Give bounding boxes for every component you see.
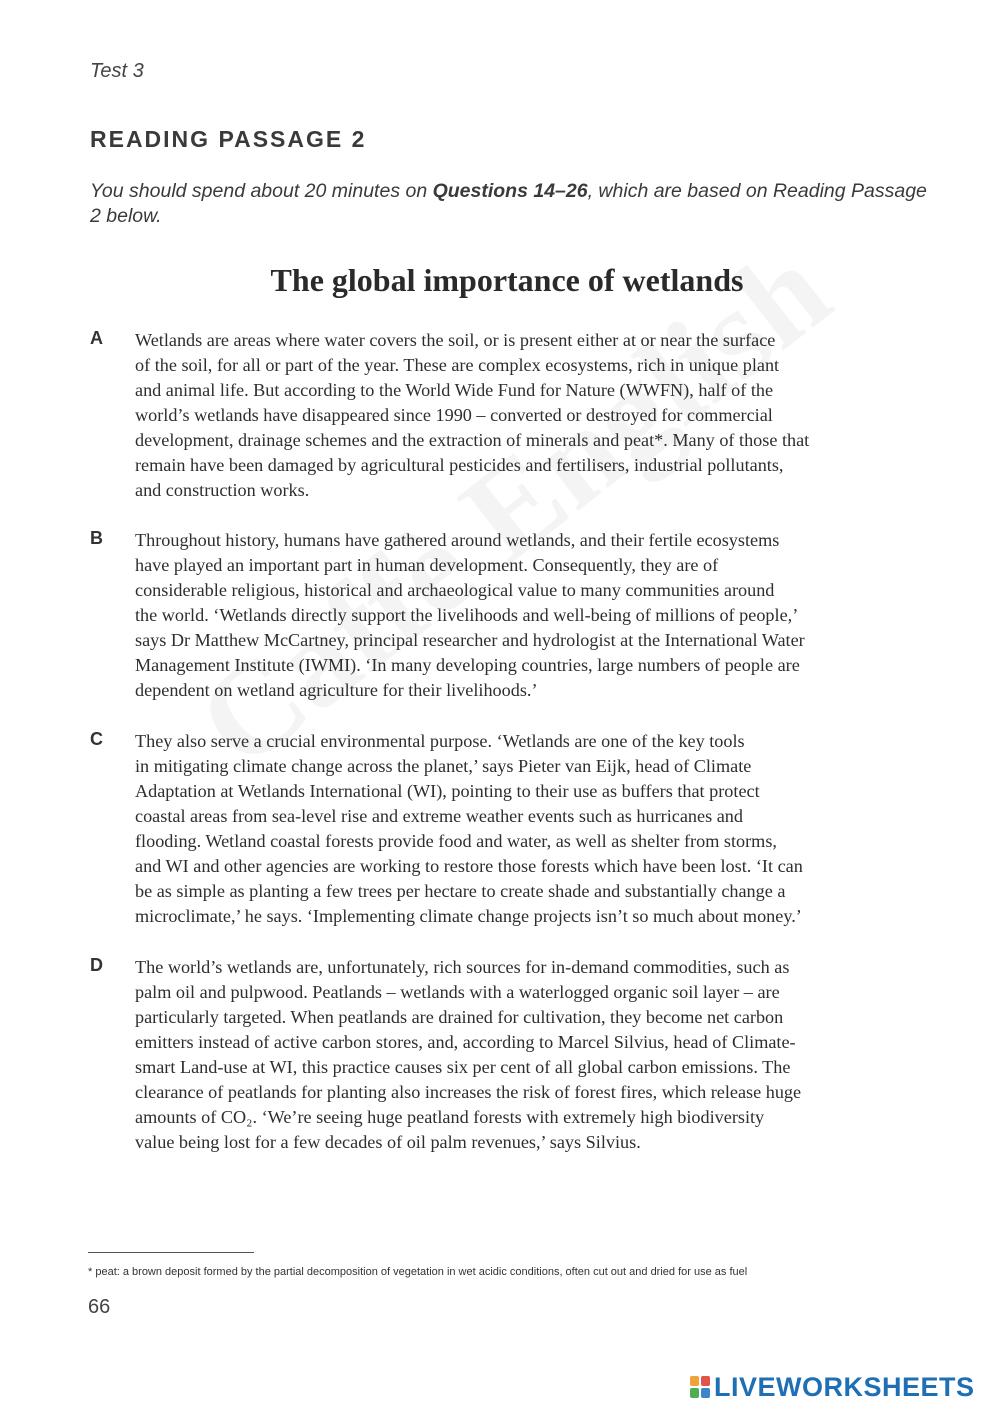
instructions-pre: You should spend about 20 minutes on: [90, 180, 433, 202]
instructions-questions: Questions 14–26: [432, 180, 588, 202]
paragraph-line: development, drainage schemes and the extraction of minerals and peat*. Many of those that: [135, 430, 810, 450]
paragraph-line: amounts of CO₂. ‘We’re seeing huge peatland forests with extremely high biodiversity: [135, 1107, 765, 1127]
paragraph-line: says Dr Matthew McCartney, principal researcher and hydrologist at the International Water: [135, 630, 805, 650]
paragraph-line: Throughout history, humans have gathered around wetlands, and their fertile ecosystems: [135, 530, 780, 550]
paragraph-line: be as simple as planting a few trees per hectare to create shade and substantially change a: [135, 881, 786, 901]
page-number: 66: [88, 1296, 111, 1318]
icon-tile: [701, 1388, 710, 1398]
instructions-post: , which are based on Reading Passage 2 below.: [90, 180, 927, 227]
watermark-text: [170, 215, 857, 798]
paragraph-line: flooding. Wetland coastal forests provide food and water, as well as shelter from storms,: [135, 831, 777, 851]
paragraph-line: in mitigating climate change across the planet,’ says Pieter van Eijk, head of Climate: [135, 756, 752, 776]
footnote-divider: [88, 1252, 254, 1253]
paragraph-letter: B: [90, 528, 103, 548]
paragraph-text: [135, 528, 925, 703]
paragraph-line: Wetlands are areas where water covers the soil, or is present either at or near the surface: [135, 330, 776, 350]
paragraph-line: have played an important part in human development. Consequently, they are of: [135, 555, 719, 575]
test-label: Test 3: [90, 60, 144, 82]
paragraph-line: Management Institute (IWMI). ‘In many developing countries, large numbers of people are: [135, 655, 800, 675]
liveworksheets-wordmark: LIVEWORKSHEETS: [714, 1371, 975, 1402]
paragraph-letter: D: [90, 955, 103, 975]
paragraph-line: dependent on wetland agriculture for their livelihoods.’: [135, 680, 538, 700]
footnote: * peat: a brown deposit formed by the partial decomposition of vegetation in wet acidic conditions, often cut out and dried for use as fuel: [88, 1266, 748, 1278]
paragraph-letter: C: [90, 729, 103, 749]
paragraph-line: emitters instead of active carbon stores, and, according to Marcel Silvius, head of Climate-: [135, 1032, 796, 1052]
instructions: [90, 179, 930, 229]
icon-tile: [690, 1376, 699, 1386]
icon-tile: [701, 1376, 710, 1386]
paragraph-text: [135, 328, 925, 503]
paragraph-line: microclimate,’ he says. ‘Implementing climate change projects isn’t so much about money.’: [135, 906, 802, 926]
paragraph-line: considerable religious, historical and archaeological value to many communities around: [135, 580, 775, 600]
page-title: The global importance of wetlands: [270, 262, 744, 298]
paragraph-line: palm oil and pulpwood. Peatlands – wetlands with a waterlogged organic soil layer – are: [135, 982, 780, 1002]
paragraph-line: The world’s wetlands are, unfortunately, rich sources for in-demand commodities, such as: [135, 957, 790, 977]
passage-heading: READING PASSAGE 2: [90, 126, 367, 152]
paragraph-line: and WI and other agencies are working to restore those forests which have been lost. ‘It can: [135, 856, 803, 876]
paragraph-line: and animal life. But according to the World Wide Fund for Nature (WWFN), half of the: [135, 380, 774, 400]
paragraph-line: smart Land-use at WI, this practice causes six per cent of all global carbon emissions. The: [135, 1057, 791, 1077]
paragraph-text: [135, 729, 925, 929]
paragraph-line: world’s wetlands have disappeared since 1990 – converted or destroyed for commercial: [135, 405, 773, 425]
icon-tile: [690, 1388, 699, 1398]
paragraph-line: particularly targeted. When peatlands are drained for cultivation, they become net carbon: [135, 1007, 784, 1027]
liveworksheets-logo[interactable]: [690, 1372, 975, 1402]
paragraph-line: clearance of peatlands for planting also increases the risk of forest fires, which release huge: [135, 1082, 802, 1102]
paragraph-line: coastal areas from sea-level rise and extreme weather events such as hurricanes and: [135, 806, 743, 826]
liveworksheets-icon: [690, 1376, 710, 1398]
paragraph-text: [135, 955, 925, 1155]
paragraph-line: of the soil, for all or part of the year. These are complex ecosystems, rich in unique plant: [135, 355, 780, 375]
paragraph-line: value being lost for a few decades of oil palm revenues,’ says Silvius.: [135, 1132, 641, 1152]
paragraph-letter: A: [90, 328, 103, 348]
paragraph-line: the world. ‘Wetlands directly support the livelihoods and well-being of millions of people,’: [135, 605, 799, 625]
paragraph-line: remain have been damaged by agricultural pesticides and fertilisers, industrial pollutants,: [135, 455, 784, 475]
paragraph-line: and construction works.: [135, 480, 310, 500]
paragraph-line: They also serve a crucial environmental purpose. ‘Wetlands are one of the key tools: [135, 731, 745, 751]
paragraph-line: Adaptation at Wetlands International (WI), pointing to their use as buffers that protect: [135, 781, 760, 801]
